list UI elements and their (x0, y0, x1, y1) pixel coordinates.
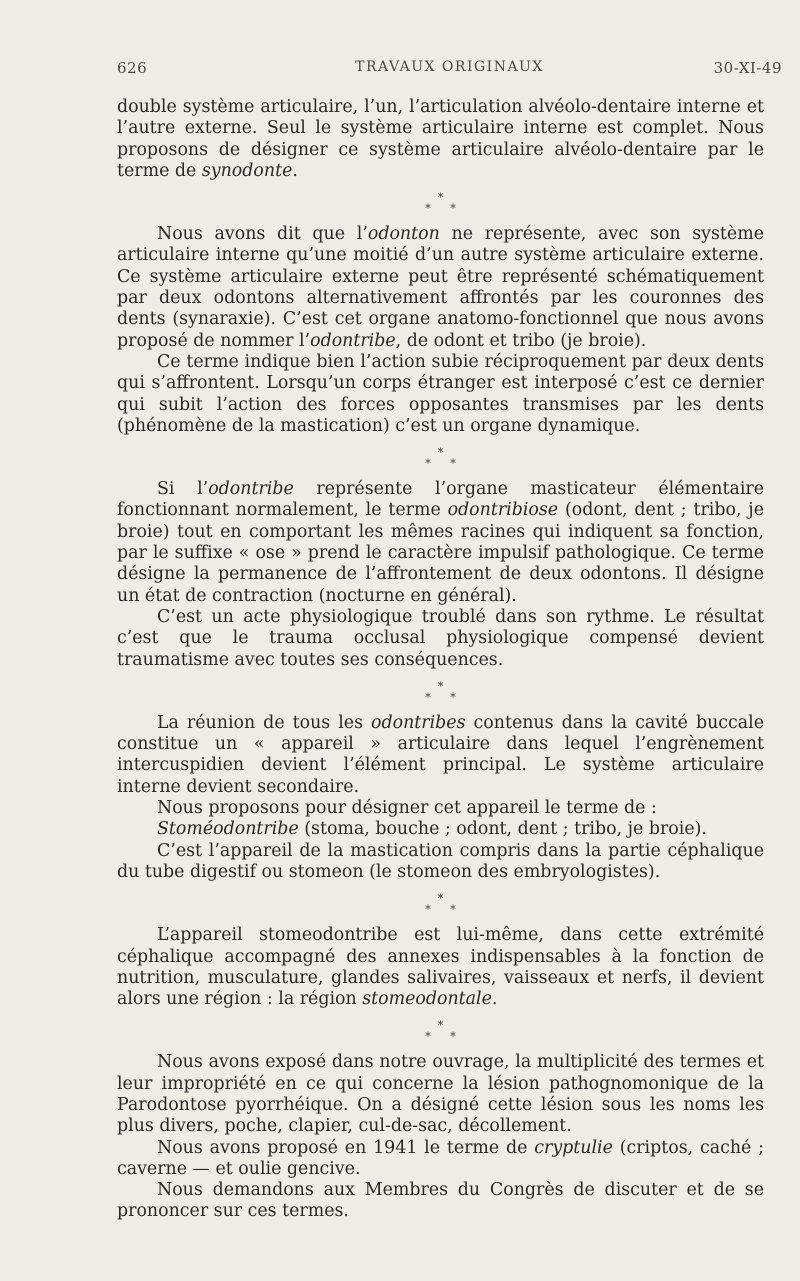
issue-date: 30-XI-49 (713, 59, 782, 77)
term-italic: cryptulie (534, 1137, 613, 1158)
paragraph: double système articulaire, l’un, l’articulation alvéolo-dentaire interne et l’autre externe. Seul le système articulaire interne est complet. Nous proposons de désigner ce système articulaire alvéolo-dentaire par le terme de synodonte. (117, 97, 764, 181)
term-italic: odonton (367, 224, 440, 245)
paragraph: La réunion de tous les odontribes contenus dans la cavité buccale constitue un « appareil » articulaire dans lequel l’engrènement intercuspidien devient l’élément principal. Le système articulaire interne devient secondaire. (117, 712, 764, 797)
asterisk-top: * (437, 446, 444, 460)
paragraph: C’est un acte physiologique troublé dans son rythme. Le résultat c’est que le trauma occlusal physiologique compensé devient traumatisme avec toutes ses conséquences. (117, 606, 764, 670)
paragraph: C’est l’appareil de la mastication compris dans la partie céphalique du tube digestif ou stomeon (le stomeon des embryologistes). (117, 840, 764, 882)
asterisk-bottom: * * (425, 457, 464, 471)
section-separator (117, 1010, 764, 1052)
paragraph: Nous avons dit que l’odonton ne représente, avec son système articulaire interne qu’une moitié d’un autre système articulaire externe. Ce système articulaire externe peut être représenté schématiquement par deux odontons alternativement affrontés par les couronnes des dents (synaraxie). C’est cet organe anatomo-fonctionnel que nous avons proposé de nommer l’odontribe, de odont et tribo (je broie). (117, 224, 764, 351)
term-italic: odontribiose (447, 500, 559, 521)
asterisk-bottom: * * (425, 903, 464, 917)
term-italic: odontribe (310, 330, 396, 351)
section-separator (117, 182, 764, 224)
running-head (117, 59, 782, 79)
section-separator (117, 437, 764, 479)
running-title: TRAVAUX ORIGINAUX (355, 59, 544, 75)
term-italic: odontribes (371, 712, 466, 733)
paragraph: Nous avons exposé dans notre ouvrage, la multiplicité des termes et leur impropriété en ce qui concerne la lésion pathognomonique de la Parodontose pyorrhéique. On a désigné cette lésion sous les noms les plus divers, poche, clapier, cul-de-sac, décollement. (117, 1052, 764, 1137)
paragraph: Nous proposons pour désigner cet appareil le terme de : (157, 798, 657, 819)
asterisk-top: * (437, 191, 444, 205)
asterisk-top: * (437, 892, 444, 906)
paragraph: Si l’odontribe représente l’organe masticateur élémentaire fonctionnant normalement, le terme odontribiose (odont, dent ; tribo, je broie) tout en comportant les mêmes racines qui indiquent sa fonction, par le suffixe « ose » prend le caractère impulsif pathologique. Ce terme désigne la permanence de l’affrontement de deux odontons. Il désigne un état de contraction (nocturne en général). (117, 479, 765, 606)
asterisk-top: * (437, 679, 444, 693)
article-body (117, 97, 764, 1223)
asterisk-bottom: * * (425, 202, 464, 216)
paragraph: Ce terme indique bien l’action subie réciproquement par deux dents qui s’affrontent. Lorsqu’un corps étranger est interposé c’est ce dernier qui subit l’action des forces opposantes transmises par les dents (phénomène de la mastication) c’est un organe dynamique. (117, 351, 764, 436)
term-italic: stomeodontale (362, 989, 492, 1010)
page-number: 626 (117, 59, 148, 77)
paragraph: L’appareil stomeodontribe est lui-même, dans cette extrémité céphalique accompagné des annexes indispensables à la fonction de nutrition, musculature, glandes salivaires, vaisseaux et nerfs, il devient alors une région : la région stomeodontale. (117, 925, 764, 1010)
asterisk-top: * (437, 1019, 444, 1033)
paragraph: Nous avons proposé en 1941 le terme de cryptulie (criptos, caché ; caverne — et oulie gencive. (117, 1137, 764, 1179)
term-italic: Stoméodontribe (157, 819, 299, 840)
term-italic: synodonte (201, 160, 293, 181)
section-separator (117, 671, 764, 713)
asterisk-bottom: * * (425, 1030, 464, 1044)
section-separator (117, 883, 764, 925)
paragraph: Stoméodontribe (stoma, bouche ; odont, dent ; tribo, je broie). (157, 819, 707, 840)
paragraph: Nous demandons aux Membres du Congrès de discuter et de se prononcer sur ces termes. (117, 1180, 764, 1222)
term-italic: odontribe (208, 479, 294, 500)
asterisk-bottom: * * (425, 690, 464, 704)
